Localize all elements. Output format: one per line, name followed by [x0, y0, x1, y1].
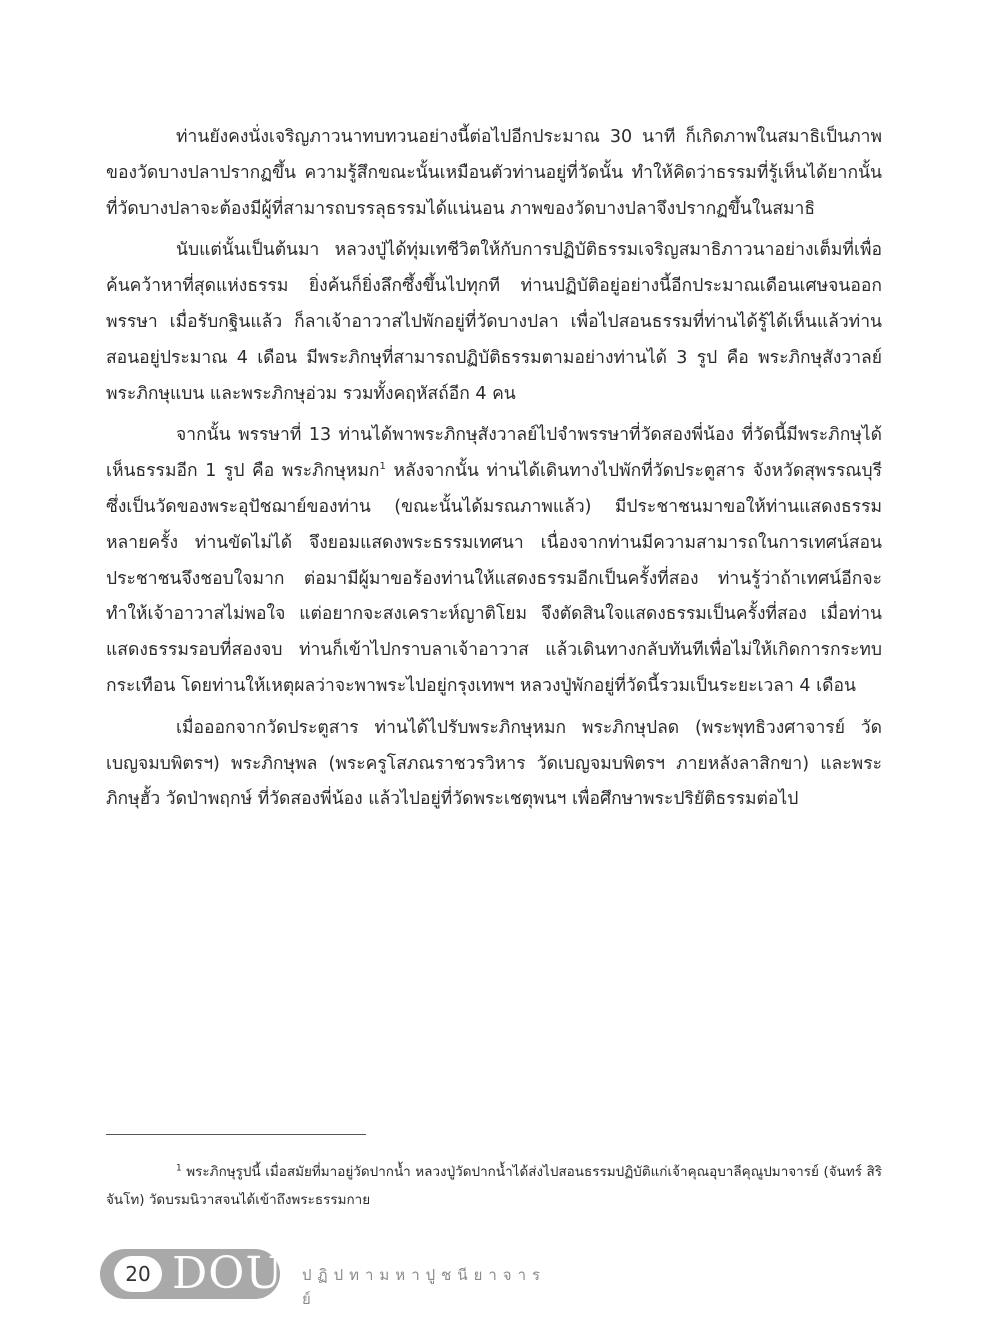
footer-badge	[100, 1248, 284, 1299]
footnote-text: พระภิกษุรูปนี้ เมื่อสมัยที่มาอยู่วัดปากน้ำ หลวงปู่วัดปากน้ำได้ส่งไปสอนธรรมปฏิบัติแก่เจ้าคุณอุบาลีคุณูปมาจารย์ (จันทร์ สิริจันโท) วัดบรมนิวาสจนได้เข้าถึงพระธรรมกาย	[106, 1164, 883, 1208]
footnote-mark: 1	[176, 1163, 182, 1174]
paragraph-text: หลังจากนั้น ท่านได้เดินทางไปพักที่วัดประตูสาร จังหวัดสุพรรณบุรี ซึ่งเป็นวัดของพระอุปัชฌาย์ของท่าน (ขณะนั้นได้มรณภาพแล้ว) มีประชาชนมาขอให้ท่านแสดงธรรมหลายครั้ง ท่านขัดไม่ได้ จึงยอมแสดงพระธรรมเทศนา เนื่องจากท่านมีความสามารถในการเทศน์สอน ประชาชนจึงชอบใจมาก ต่อมามีผู้มาขอร้องท่านให้แสดงธรรมอีกเป็นครั้งที่สอง ท่านรู้ว่าถ้าเทศน์อีกจะทำให้เจ้าอาวาสไม่พอใจ แต่อยากจะสงเคราะห์ญาติโยม จึงตัดสินใจแสดงธรรมเป็นครั้งที่สอง เมื่อท่านแสดงธรรมรอบที่สองจบ ท่านก็เข้าไปกราบลาเจ้าอาวาส แล้วเดินทางกลับทันทีเพื่อไม่ให้เกิดการกระทบกระเทือน โดยท่านให้เหตุผลว่าจะพาพระไปอยู่กรุงเทพฯ หลวงปู่พักอยู่ที่วัดนี้รวมเป็นระยะเวลา 4 เดือน	[106, 461, 882, 696]
paragraph: เมื่อออกจากวัดประตูสาร ท่านได้ไปรับพระภิกษุหมก พระภิกษุปลด (พระพุทธิวงศาจารย์ วัดเบญจมบพิตรฯ) พระภิกษุพล (พระครูโสภณราชวรวิหาร วัดเบญจมบพิตรฯ ภายหลังลาสิกขา) และพระภิกษุฮั้ว วัดป่าพฤกษ์ ที่วัดสองพี่น้อง แล้วไปอยู่ที่วัดพระเชตุพนฯ เพื่อศึกษาพระปริยัติธรรมต่อไป	[106, 717, 882, 810]
paragraph-text: จากนั้น พรรษาที่ 13 ท่านได้พาพระภิกษุสังวาลย์ไปจำพรรษาที่วัดสองพี่น้อง ที่วัดนี้มีพระภิกษุได้เห็นธรรมอีก 1 รูป คือ พระภิกษุหมก	[106, 425, 882, 482]
body-text	[106, 120, 882, 824]
footnote-divider	[106, 1134, 366, 1135]
brand-logo: DOU	[172, 1248, 284, 1299]
footnote	[106, 1158, 882, 1214]
footnote-reference[interactable]: 1	[379, 461, 386, 473]
paragraph	[106, 418, 882, 704]
paragraph: นับแต่นั้นเป็นต้นมา หลวงปู่ได้ทุ่มเทชีวิตให้กับการปฏิบัติธรรมเจริญสมาธิภาวนาอย่างเต็มที่เพื่อค้นคว้าหาที่สุดแห่งธรรม ยิ่งค้นก็ยิ่งลึกซึ้งขึ้นไปทุกที ท่านปฏิบัติอยู่อย่างนี้อีกประมาณเดือนเศษจนออกพรรษา เมื่อรับกฐินแล้ว ก็ลาเจ้าอาวาสไปพักอยู่ที่วัดบางปลา เพื่อไปสอนธรรมที่ท่านได้รู้ได้เห็นแล้วท่านสอนอยู่ประมาณ 4 เดือน มีพระภิกษุที่สามารถปฏิบัติธรรมตามอย่างท่านได้ 3 รูป คือ พระภิกษุสังวาลย์ พระภิกษุแบน และพระภิกษุอ่วม รวมทั้งคฤหัสถ์อีก 4 คน	[106, 240, 882, 404]
page-footer	[100, 1248, 560, 1308]
page-number: 20	[114, 1256, 162, 1292]
running-title: ปฏิปทามหาปูชนียาจารย์	[302, 1266, 547, 1308]
paragraph: ท่านยังคงนั่งเจริญภาวนาทบทวนอย่างนี้ต่อไปอีกประมาณ 30 นาที ก็เกิดภาพในสมาธิเป็นภาพของวัดบางปลาปรากฏขึ้น ความรู้สึกขณะนั้นเหมือนตัวท่านอยู่ที่วัดนั้น ทำให้คิดว่าธรรมที่รู้เห็นได้ยากนั้น ที่วัดบางปลาจะต้องมีผู้ที่สามารถบรรลุธรรมได้แน่นอน ภาพของวัดบางปลาจึงปรากฏขึ้นในสมาธิ	[106, 127, 882, 219]
